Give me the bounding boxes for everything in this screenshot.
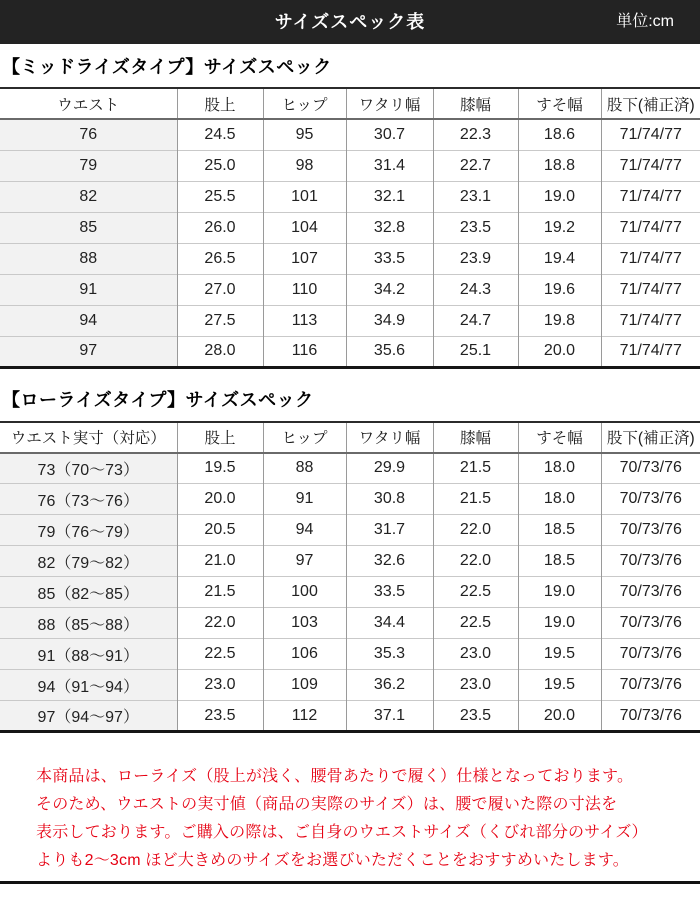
measurement-cell: 24.7 xyxy=(433,305,518,336)
measurement-cell: 31.4 xyxy=(346,150,433,181)
measurement-cell: 33.5 xyxy=(346,577,433,608)
table-row xyxy=(0,305,700,336)
row-size-cell: 91 xyxy=(0,274,177,305)
measurement-cell: 35.3 xyxy=(346,639,433,670)
measurement-cell: 23.0 xyxy=(177,670,263,701)
measurement-cell: 32.8 xyxy=(346,212,433,243)
measurement-cell: 23.0 xyxy=(433,670,518,701)
lowrise-section xyxy=(0,389,700,734)
measurement-cell: 26.5 xyxy=(177,243,263,274)
measurement-cell: 23.0 xyxy=(433,639,518,670)
measurement-cell: 34.4 xyxy=(346,608,433,639)
measurement-cell: 25.0 xyxy=(177,150,263,181)
row-size-cell: 82（79～82） xyxy=(0,546,177,577)
measurement-cell: 18.5 xyxy=(518,515,601,546)
page-title: サイズスペック表 xyxy=(274,12,426,32)
measurement-cell: 28.0 xyxy=(177,336,263,367)
column-header: 股上 xyxy=(177,422,263,453)
measurement-cell: 22.0 xyxy=(433,515,518,546)
measurement-cell: 70/73/76 xyxy=(601,484,700,515)
measurement-cell: 18.5 xyxy=(518,546,601,577)
midrise-section xyxy=(0,56,700,369)
measurement-cell: 34.2 xyxy=(346,274,433,305)
measurement-cell: 100 xyxy=(263,577,346,608)
measurement-cell: 71/74/77 xyxy=(601,274,700,305)
row-size-cell: 73（70～73） xyxy=(0,453,177,484)
title-bar xyxy=(0,0,700,44)
measurement-cell: 106 xyxy=(263,639,346,670)
measurement-cell: 24.3 xyxy=(433,274,518,305)
column-header: 膝幅 xyxy=(433,422,518,453)
measurement-cell: 101 xyxy=(263,181,346,212)
measurement-cell: 18.0 xyxy=(518,453,601,484)
measurement-cell: 107 xyxy=(263,243,346,274)
column-header: ウエスト xyxy=(0,88,177,119)
row-size-cell: 88 xyxy=(0,243,177,274)
column-header: ウエスト実寸（対応） xyxy=(0,422,177,453)
column-header: すそ幅 xyxy=(518,422,601,453)
row-size-cell: 88（85～88） xyxy=(0,608,177,639)
row-size-cell: 76 xyxy=(0,119,177,150)
table-row xyxy=(0,577,700,608)
measurement-cell: 71/74/77 xyxy=(601,212,700,243)
table-row xyxy=(0,484,700,515)
table-row xyxy=(0,670,700,701)
measurement-cell: 22.3 xyxy=(433,119,518,150)
column-header: 股下(補正済) xyxy=(601,88,700,119)
measurement-cell: 36.2 xyxy=(346,670,433,701)
row-size-cell: 97（94～97） xyxy=(0,701,177,732)
row-size-cell: 91（88～91） xyxy=(0,639,177,670)
measurement-cell: 23.5 xyxy=(433,701,518,732)
measurement-cell: 70/73/76 xyxy=(601,701,700,732)
measurement-cell: 23.5 xyxy=(433,212,518,243)
sizing-note-line: 本商品は、ローライズ（股上が浅く、腰骨あたりで履く）仕様となっております。 xyxy=(36,768,634,785)
measurement-cell: 19.8 xyxy=(518,305,601,336)
measurement-cell: 30.7 xyxy=(346,119,433,150)
measurement-cell: 70/73/76 xyxy=(601,639,700,670)
measurement-cell: 18.6 xyxy=(518,119,601,150)
measurement-cell: 21.5 xyxy=(433,484,518,515)
unit-label: 単位:cm xyxy=(616,13,674,30)
sizing-note-line: そのため、ウエストの実寸値（商品の実際のサイズ）は、腰で履いた際の寸法を xyxy=(36,796,618,813)
table-row xyxy=(0,515,700,546)
sizing-note xyxy=(36,763,700,875)
measurement-cell: 71/74/77 xyxy=(601,243,700,274)
row-size-cell: 82 xyxy=(0,181,177,212)
measurement-cell: 20.0 xyxy=(518,336,601,367)
measurement-cell: 95 xyxy=(263,119,346,150)
measurement-cell: 113 xyxy=(263,305,346,336)
measurement-cell: 19.6 xyxy=(518,274,601,305)
table-row xyxy=(0,181,700,212)
measurement-cell: 22.7 xyxy=(433,150,518,181)
measurement-cell: 25.1 xyxy=(433,336,518,367)
measurement-cell: 91 xyxy=(263,484,346,515)
measurement-cell: 32.1 xyxy=(346,181,433,212)
measurement-cell: 34.9 xyxy=(346,305,433,336)
measurement-cell: 23.5 xyxy=(177,701,263,732)
measurement-cell: 29.9 xyxy=(346,453,433,484)
measurement-cell: 97 xyxy=(263,546,346,577)
column-header: ヒップ xyxy=(263,88,346,119)
measurement-cell: 26.0 xyxy=(177,212,263,243)
table-row xyxy=(0,701,700,732)
table-row xyxy=(0,608,700,639)
column-header: 膝幅 xyxy=(433,88,518,119)
section-title-midrise: 【ミッドライズタイプ】サイズスペック xyxy=(2,57,332,77)
measurement-cell: 22.0 xyxy=(177,608,263,639)
measurement-cell: 19.4 xyxy=(518,243,601,274)
table-row xyxy=(0,150,700,181)
measurement-cell: 21.0 xyxy=(177,546,263,577)
column-header: 股下(補正済) xyxy=(601,422,700,453)
measurement-cell: 70/73/76 xyxy=(601,577,700,608)
measurement-cell: 71/74/77 xyxy=(601,336,700,367)
column-header: ワタリ幅 xyxy=(346,422,433,453)
sizing-note-line: よりも2～3cm ほど大きめのサイズをお選びいただくことをおすすめいたします。 xyxy=(36,852,629,869)
measurement-cell: 19.0 xyxy=(518,181,601,212)
measurement-cell: 19.5 xyxy=(177,453,263,484)
measurement-cell: 20.0 xyxy=(518,701,601,732)
measurement-cell: 19.5 xyxy=(518,670,601,701)
measurement-cell: 25.5 xyxy=(177,181,263,212)
bottom-divider xyxy=(0,881,700,884)
row-size-cell: 76（73～76） xyxy=(0,484,177,515)
measurement-cell: 31.7 xyxy=(346,515,433,546)
measurement-cell: 70/73/76 xyxy=(601,608,700,639)
row-size-cell: 94（91～94） xyxy=(0,670,177,701)
measurement-cell: 71/74/77 xyxy=(601,119,700,150)
column-header: ヒップ xyxy=(263,422,346,453)
measurement-cell: 70/73/76 xyxy=(601,546,700,577)
table-row xyxy=(0,274,700,305)
row-size-cell: 85（82～85） xyxy=(0,577,177,608)
row-size-cell: 97 xyxy=(0,336,177,367)
measurement-cell: 23.9 xyxy=(433,243,518,274)
measurement-cell: 19.5 xyxy=(518,639,601,670)
lowrise-size-table xyxy=(0,421,700,734)
measurement-cell: 30.8 xyxy=(346,484,433,515)
measurement-cell: 20.5 xyxy=(177,515,263,546)
table-row xyxy=(0,336,700,367)
measurement-cell: 98 xyxy=(263,150,346,181)
measurement-cell: 32.6 xyxy=(346,546,433,577)
measurement-cell: 27.0 xyxy=(177,274,263,305)
measurement-cell: 71/74/77 xyxy=(601,181,700,212)
measurement-cell: 116 xyxy=(263,336,346,367)
measurement-cell: 23.1 xyxy=(433,181,518,212)
measurement-cell: 21.5 xyxy=(177,577,263,608)
measurement-cell: 27.5 xyxy=(177,305,263,336)
measurement-cell: 112 xyxy=(263,701,346,732)
column-header: ワタリ幅 xyxy=(346,88,433,119)
measurement-cell: 18.0 xyxy=(518,484,601,515)
measurement-cell: 19.0 xyxy=(518,577,601,608)
measurement-cell: 35.6 xyxy=(346,336,433,367)
measurement-cell: 22.5 xyxy=(177,639,263,670)
table-row xyxy=(0,546,700,577)
row-size-cell: 79 xyxy=(0,150,177,181)
measurement-cell: 103 xyxy=(263,608,346,639)
measurement-cell: 110 xyxy=(263,274,346,305)
measurement-cell: 104 xyxy=(263,212,346,243)
measurement-cell: 22.5 xyxy=(433,577,518,608)
measurement-cell: 19.2 xyxy=(518,212,601,243)
table-row xyxy=(0,243,700,274)
measurement-cell: 20.0 xyxy=(177,484,263,515)
measurement-cell: 37.1 xyxy=(346,701,433,732)
row-size-cell: 79（76～79） xyxy=(0,515,177,546)
measurement-cell: 19.0 xyxy=(518,608,601,639)
measurement-cell: 70/73/76 xyxy=(601,453,700,484)
table-row xyxy=(0,212,700,243)
table-row xyxy=(0,119,700,150)
row-size-cell: 94 xyxy=(0,305,177,336)
header-row xyxy=(0,88,700,119)
measurement-cell: 88 xyxy=(263,453,346,484)
column-header: 股上 xyxy=(177,88,263,119)
table-row xyxy=(0,453,700,484)
midrise-size-table xyxy=(0,87,700,369)
column-header: すそ幅 xyxy=(518,88,601,119)
measurement-cell: 22.0 xyxy=(433,546,518,577)
measurement-cell: 21.5 xyxy=(433,453,518,484)
measurement-cell: 71/74/77 xyxy=(601,150,700,181)
measurement-cell: 109 xyxy=(263,670,346,701)
row-size-cell: 85 xyxy=(0,212,177,243)
measurement-cell: 18.8 xyxy=(518,150,601,181)
measurement-cell: 22.5 xyxy=(433,608,518,639)
measurement-cell: 24.5 xyxy=(177,119,263,150)
sizing-note-line: 表示しております。ご購入の際は、ご自身のウエストサイズ（くびれ部分のサイズ） xyxy=(36,824,648,841)
table-row xyxy=(0,639,700,670)
measurement-cell: 71/74/77 xyxy=(601,305,700,336)
measurement-cell: 33.5 xyxy=(346,243,433,274)
section-title-lowrise: 【ローライズタイプ】サイズスペック xyxy=(2,389,314,410)
measurement-cell: 70/73/76 xyxy=(601,515,700,546)
measurement-cell: 94 xyxy=(263,515,346,546)
measurement-cell: 70/73/76 xyxy=(601,670,700,701)
header-row xyxy=(0,422,700,453)
